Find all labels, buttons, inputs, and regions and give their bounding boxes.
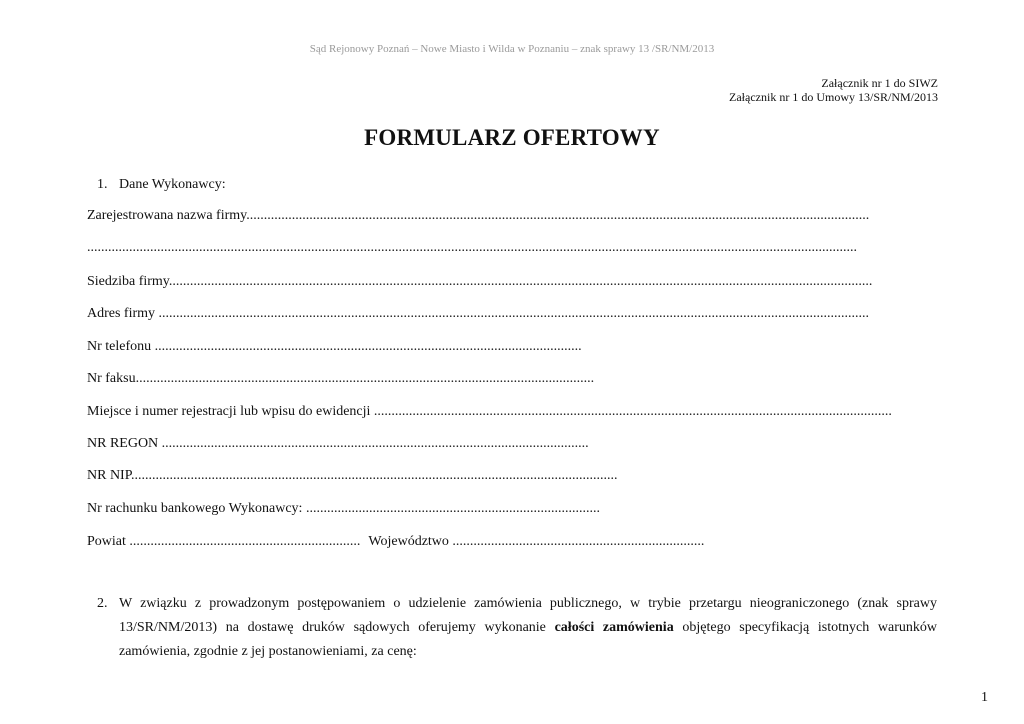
- field-nip[interactable]: [87, 468, 628, 484]
- field-label: NR NIP: [87, 468, 131, 483]
- field-phone[interactable]: [87, 339, 622, 355]
- fill-line-district: ..................................................................: [129, 534, 361, 549]
- field-label-district: Powiat: [87, 534, 130, 549]
- section-2-paragraph: W związku z prowadzonym postępowaniem o udzielenie zamówienia publicznego, w trybie przetargu nieograniczonego (znak sprawy 13/SR/NM/2013) na dostawę druków sądowych oferujemy wykonanie całości zamówienia objętego specyfikacją istotnych warunków zamówienia, zgodnie z jej postanowieniami, za cenę:: [119, 596, 938, 659]
- fill-line: ............................................................................................................................................................................................................................: [87, 240, 857, 255]
- attachment-contract: Załącznik nr 1 do Umowy 13/SR/NM/2013: [729, 90, 938, 104]
- field-company-name-continuation[interactable]: [87, 240, 937, 256]
- section-1-number: 1.: [97, 177, 108, 192]
- page-number: 1: [981, 690, 988, 705]
- field-seat[interactable]: [87, 274, 937, 290]
- fill-line: ....................................................................................: [305, 501, 600, 516]
- field-regon[interactable]: [87, 436, 625, 452]
- fill-line: .........................................................................................................................................................................................................: [168, 274, 873, 289]
- fill-line: ..........................................................................................................................: [154, 339, 582, 354]
- fill-line: ....................................................................................................................................................: [373, 404, 892, 419]
- field-label: Adres firmy: [87, 306, 159, 321]
- field-district-voivodeship[interactable]: [87, 534, 737, 550]
- section-1-title: Dane Wykonawcy:: [119, 177, 226, 192]
- fill-line: ...........................................................................................................................................: [130, 468, 618, 483]
- field-label-voivodeship: Województwo: [368, 534, 453, 549]
- fill-line-voivodeship: ........................................................................: [452, 534, 705, 549]
- section-2-number: 2.: [97, 596, 108, 611]
- field-fax[interactable]: [87, 371, 619, 387]
- field-label: Nr faksu: [87, 371, 136, 386]
- field-label: Siedziba firmy: [87, 274, 169, 289]
- attachment-siwz: Załącznik nr 1 do SIWZ: [821, 76, 938, 90]
- fill-line: ..................................................................................................................................................................................: [246, 208, 870, 223]
- field-label: Zarejestrowana nazwa firmy: [87, 208, 247, 223]
- running-header: Sąd Rejonowy Poznań – Nowe Miasto i Wilda w Poznaniu – znak sprawy 13 /SR/NM/2013: [309, 43, 715, 55]
- section-2: [97, 592, 937, 664]
- emphasis-whole-order: całości zamówienia: [554, 620, 674, 635]
- field-address[interactable]: [87, 306, 937, 322]
- fill-line: ...........................................................................................................................................................................................................: [158, 306, 870, 321]
- attachment-notes: [729, 76, 938, 104]
- page-title: FORMULARZ OFERTOWY: [364, 125, 660, 150]
- field-registry[interactable]: [87, 404, 934, 420]
- field-label: Nr rachunku bankowego Wykonawcy:: [87, 501, 306, 516]
- field-label: Nr telefonu: [87, 339, 155, 354]
- field-label: Miejsce i numer rejestracji lub wpisu do ewidencji: [87, 404, 374, 419]
- field-bank-account[interactable]: [87, 501, 624, 517]
- field-company-name[interactable]: [87, 208, 937, 224]
- field-label: NR REGON: [87, 436, 162, 451]
- fill-line: ..........................................................................................................................: [161, 436, 589, 451]
- section-1-heading: [97, 177, 226, 193]
- fill-line: ...................................................................................................................................: [135, 371, 595, 386]
